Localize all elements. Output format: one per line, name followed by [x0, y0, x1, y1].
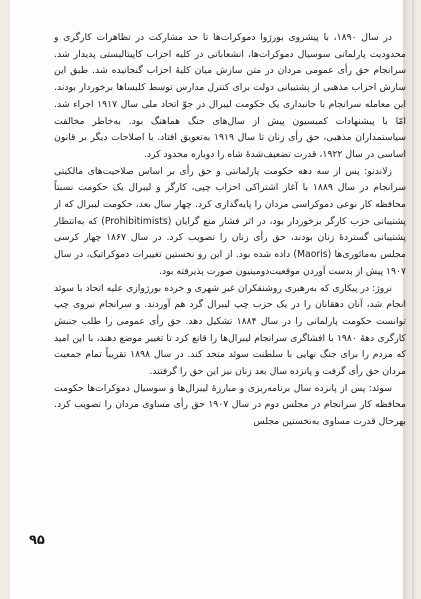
paragraph: سوئد: پس از پانزده سال برنامه‌ریزی و مبارزهٔ لیبرال‌ها و سوسیال دموکرات‌ها حکومت محافظه کار سرانجام در مجلس دوم در سال ۱۹۰۷ حق رأی مساوی مردان را تصویب کرد. بهرحال قدرت مساوی به‌نخستین مجلس	[54, 382, 406, 428]
paragraph: زلاندنو: پس از سه دهه حکومت پارلمانتی و حق رأی بر اساس صلاحیت‌های مالکیتی سرانجام در سال ۱۸۸۹ با آغاز اشتراکی احزاب چپی، کارگر و لیبرال یک حکومت نسبتاً محافظه کار نوعی دموکراسی مردان را پایه‌گذاری کرد. چهار سال بعد، حکومت لیبرال که از پشتیبانی حزب کارگر برخوردار بود، در اثر فشار منع گرایان (Prohibitimists) که به‌انتظار پشتیبانی گستردهٔ زنان بودند، حق رأی زنان را تصویب کرد. در سال ۱۸۶۷ چهار کرسی مجلس به‌مائوری‌ها (Maoris) داده شده بود. از این رو نخستین تغییرات دموکراتیک، در سال ۱۹۰۷ پیش از بدست آوردن موقعیت‌دومینیون صورت پذیرفته بود.	[54, 165, 407, 277]
paragraph: در سال ۱۸۹۰، با پیشروی بورژوا دموکرات‌ها تا حد مشارکت در تظاهرات کارگری و محدودیت پارلمانی سوسیال دموکرات‌ها، انشعاباتی در کلیه احزاب کاپیتالیستی پدیدار شد. سرانجام حق رأی عمومی مردان در متن سازش میان کلیهٔ احزاب گنجانیده شد. طبق این سازش احزاب مذهبی از پشتیبانی دولت برای کنترل مدارس توسط کلیساها برخوردار بودند. این معامله سرانجام با جانبداری یک حکومت لیبرال در جوّ اتحاد ملی سال ۱۹۱۷ اجراء شد. امّا با پیشنهادات کمیسیون پیش از سال‌های جنگ هماهنگ بود. به‌خاطر مخالفت سیاستمداران مذهبی، حق رأی زنان تا سال ۱۹۱۹ به‌تعویق افتاد. با اصلاحات دیگر بر قانون اساسی در سال ۱۹۲۲، قدرت تضعیف‌شدهٔ شاه را دوباره محدود کرد.	[54, 32, 407, 160]
body-text	[54, 30, 406, 431]
page-number: ۹۵	[29, 533, 45, 548]
book-page	[10, 0, 412, 599]
paragraph: نروژ: در پیکاری که به‌رهبری روشنفکران غیر شهری و خرده بورژوازی علیه اتحاد با سوئد انجام شد، آنان دهقانان را در یک حزب چپ لیبرال گرد هم آوردند. و سرانجام نیروی چپ توانست حکومت پارلمانی را در سال ۱۸۸۴ تشکیل دهد. حق رأی عمومی را طلب جنبش کارگری دههٔ ۱۹۸۰ با افشاگری سرانجام لیبرال‌ها را قانع کرد تا تغییر موضع دهند، با این امید که مردم را برای جنگ نهایی با سلطنت سوئد متحد کند. در سال ۱۸۹۸ تقریباً تمام جمعیت مردان حق رأی گرفت و پانزده سال بعد زنان نیز این حق را گرفتند.	[54, 282, 406, 378]
